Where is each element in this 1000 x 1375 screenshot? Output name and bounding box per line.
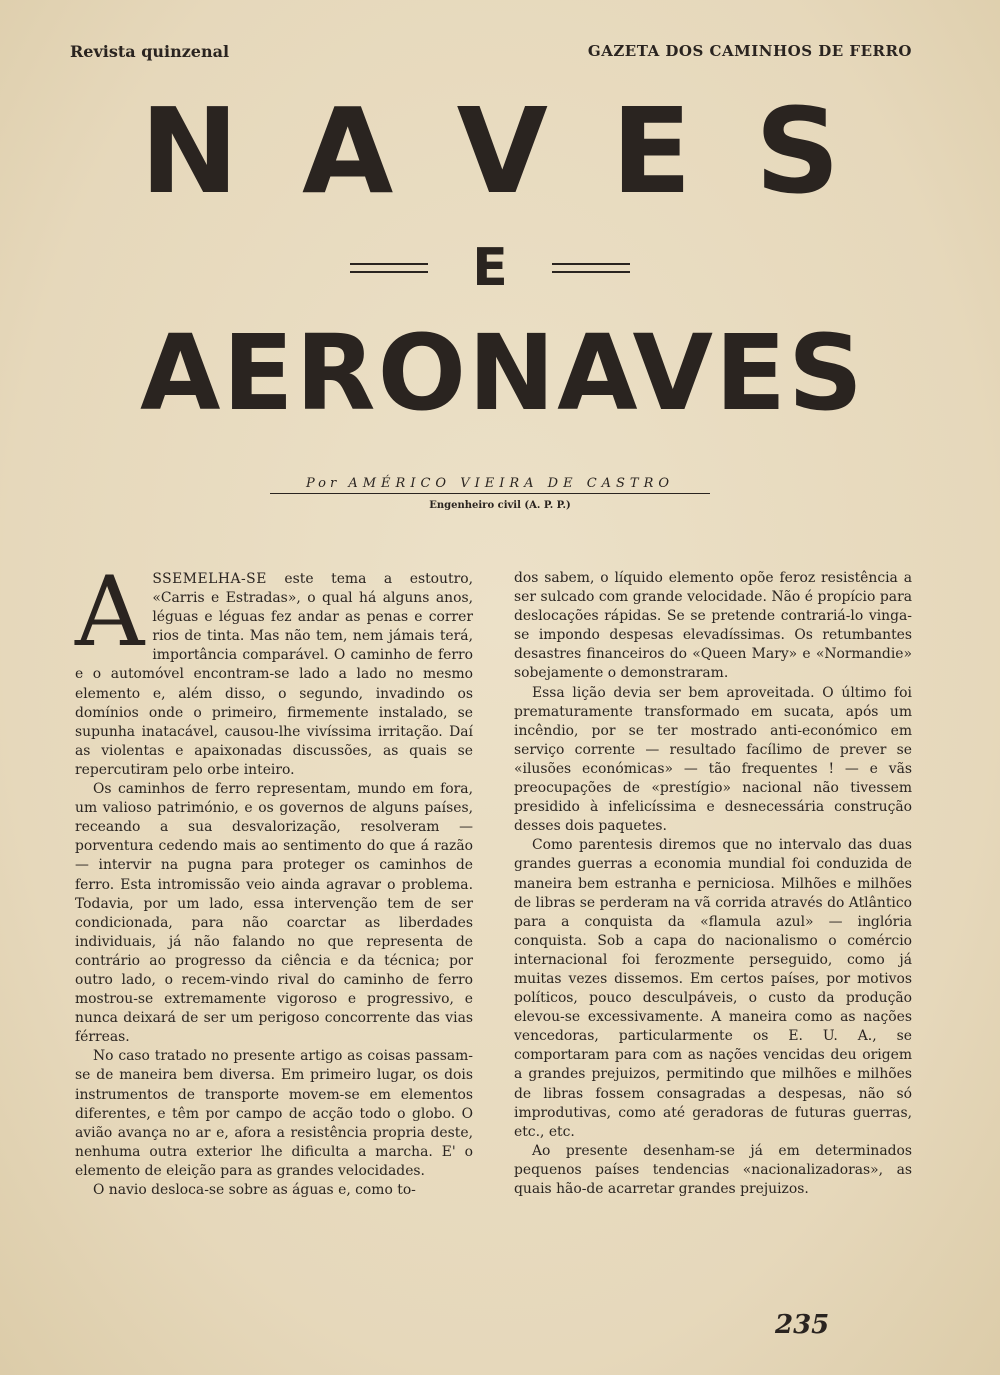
headline-letter: A [302,82,394,220]
headline-naves [140,82,840,220]
headline-aeronaves: AERONAVES [140,312,865,434]
article-column-left [75,556,473,1200]
article-paragraph: O navio desloca-se sobre as águas e, como to- [93,1182,416,1198]
lead-word: SSEMELHA-SE [152,571,267,587]
double-rule-right [552,263,630,273]
article-paragraph [75,556,473,780]
headline-letter: S [754,82,840,220]
double-rule-left [350,263,428,273]
headline-letter: N [140,82,239,220]
paragraph-text: este tema a estoutro, «Carris e Estradas», o qual há alguns anos, léguas e léguas fez andar as penas e correr rios de tinta. Mas não tem, nem jámais terá, importância comparável. O caminho de ferro e o automóvel encontram-se lado a lado no mesmo elemento e, além disso, o segundo, invadindo os domínios onde o primeiro, firmemente instalado, se supunha inatacável, causou-lhe vivíssima irritação. Daí as violentas e apaixonadas discussões, as quais se repercutiram pelo orbe inteiro. [75,571,473,778]
periodicity-label: Revista quinzenal [70,42,230,61]
author-credential: Engenheiro civil (A. P. P.) [429,500,571,511]
byline-prefix: Por [305,476,341,491]
article-paragraph: Os caminhos de ferro representam, mundo em fora, um valioso património, e os governos de alguns países, receando a sua desvalorização, resolveram — porventura cedendo mais ao sentimento do que á razão — intervir na pugna para proteger os caminhos de ferro. Esta intromissão veio ainda agravar o problema. Todavia, por um lado, essa intervenção tem de ser condicionada, para não coarctar as liberdades individuais, já não falando no que representa de contrário ao progresso da ciência e da técnica; por outro lado, o recem-vindo rival do caminho de ferro mostrou-se extremamente vigoroso e progressivo, e nunca deixará de ser um perigoso concorrente das vias férreas. [75,781,473,1046]
byline-author: AMÉRICO VIEIRA DE CASTRO [348,476,675,491]
byline [270,476,710,494]
headline-conjunction: E [472,238,508,298]
page-number: 235 [775,1310,830,1340]
headline-conjunction-row [350,238,630,298]
article-paragraph: Ao presente desenham-se já em determinados pequenos países tendencias «nacionalizadoras», as quais hão-de acarretar grandes prejuizos. [514,1142,912,1197]
article-paragraph: No caso tratado no presente artigo as coisas passam-se de maneira bem diversa. Em primeiro lugar, os dois instrumentos de transporte movem-se em elementos diferentes, e têm por campo de acção todo o globo. O avião avança no ar e, afora a resistência propria deste, nenhuma outra exterior lhe dificulta a marcha. E' o elemento de eleição para as grandes velocidades. [75,1048,473,1179]
article-paragraph: Essa lição devia ser bem aproveitada. O último foi prematuramente transformado em sucata, após um incêndio, por se ter mostrado anti-económico em serviço corrente — resultado facílimo de prever se «ilusões económicas» — tão frequentes ! — e vãs preocupações de «prestígio» nacional não tivessem presidido à infelicíssima e desnecessária construção desses dois paquetes. [514,684,912,835]
drop-cap: A [75,556,145,668]
headline-letter: E [611,82,692,220]
article-paragraph: dos sabem, o líquido elemento opõe feroz resistência a ser sulcado com grande velocidade. Não é propício para deslocações rápidas. Se se pretende contrariá-lo vinga-se impondo despesas elevadíssimas. Os retumbantes desastres financeiros do «Queen Mary» e «Normandie» sobejamente o demonstraram. [514,570,912,682]
article-paragraph: Como parentesis diremos que no intervalo das duas grandes guerras a economia mundial foi conduzida de maneira bem estranha e perniciosa. Milhões e milhões de libras se perderam na vã corrida através do Atlântico para a conquista da «flamula azul» — inglória conquista. Sob a capa do nacionalismo o comércio internacional foi ferozmente perseguido, como já muitas vezes dissemos. Em certos países, por motivos políticos, pouco desculpáveis, o custo da produção elevou-se excessivamente. A maneira como as nações vencedoras, particularmente os E. U. A., se comportaram para com as nações vencidas deu origem a grandes prejuizos, permitindo que milhões e milhões de libras fossem consagradas a despesas, não só improdutivas, como até geradoras de futuras guerras, etc., etc. [514,837,912,1140]
publication-title: GAZETA DOS CAMINHOS DE FERRO [587,42,912,60]
headline-letter: V [456,82,548,220]
article-column-right [514,569,912,1199]
